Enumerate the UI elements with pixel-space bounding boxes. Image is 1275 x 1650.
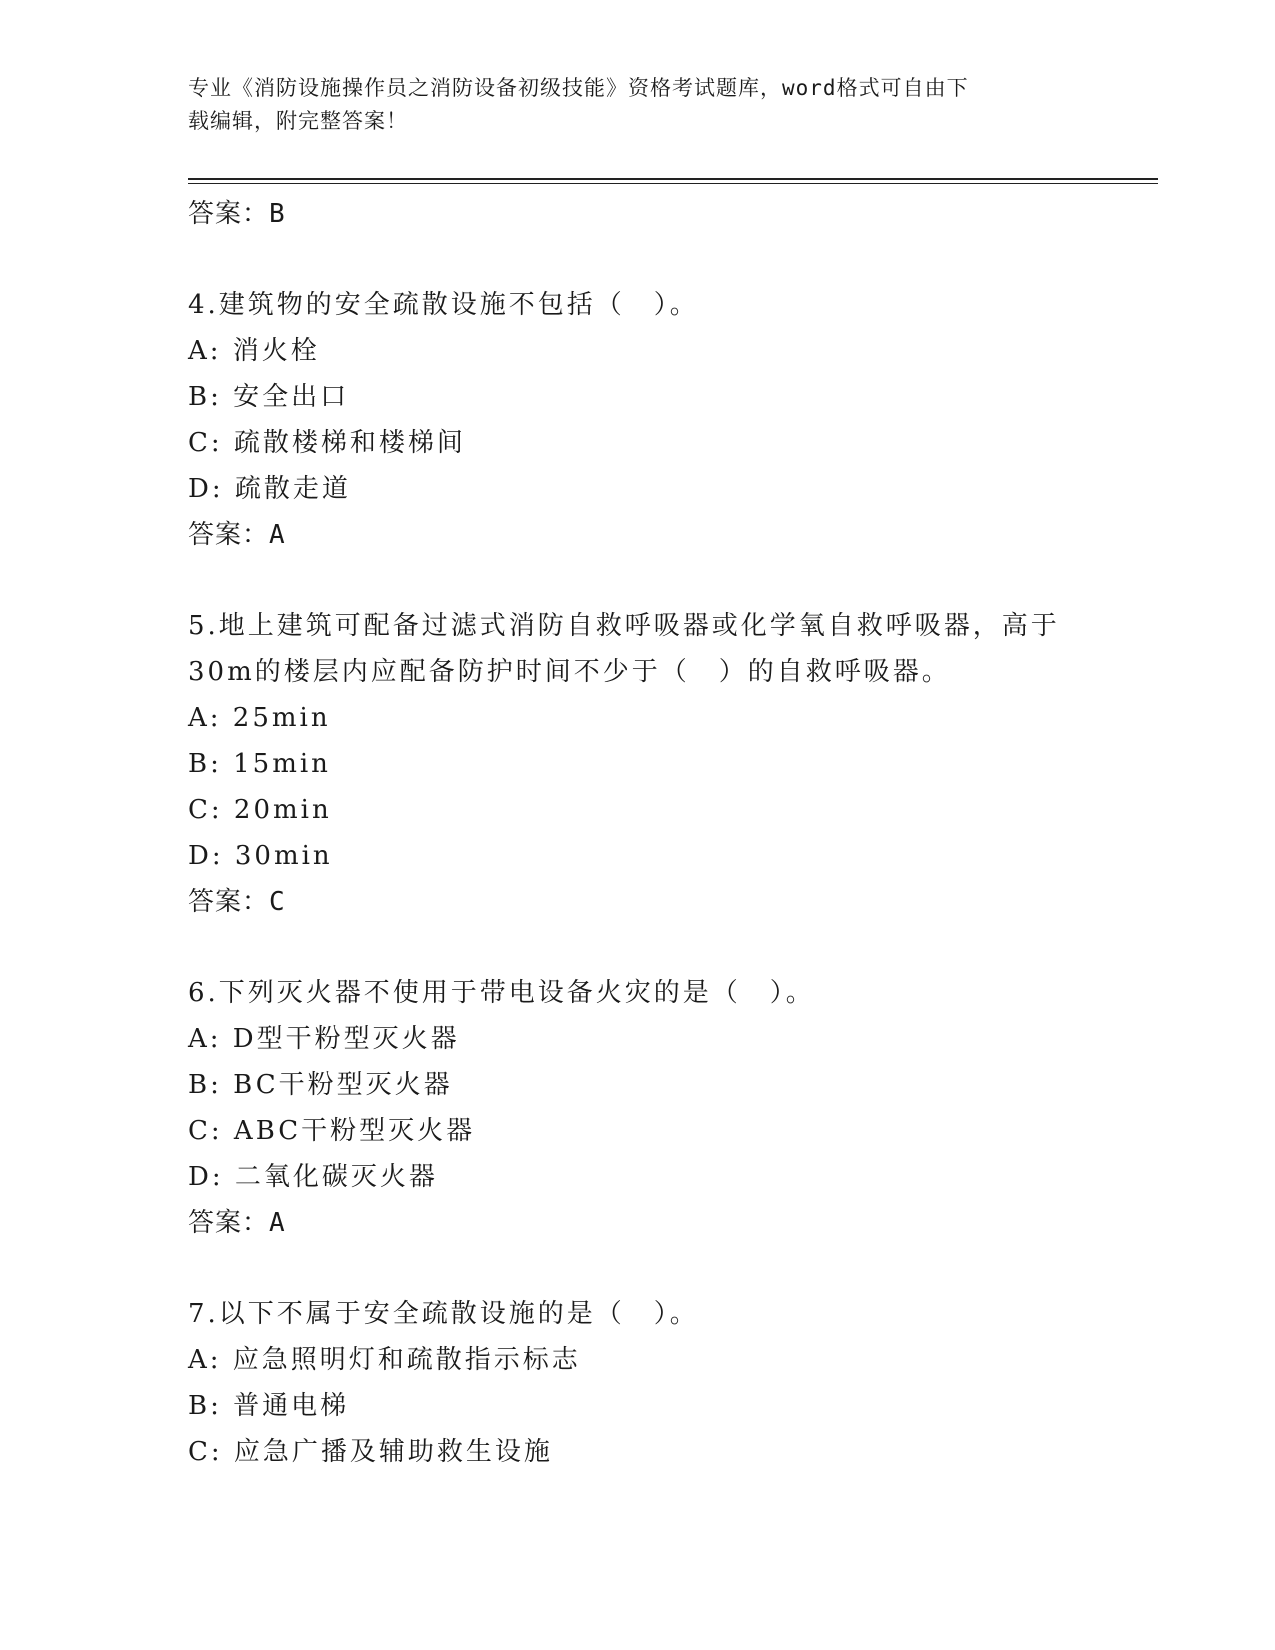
header-rule-thin bbox=[188, 183, 1158, 184]
option-d: D: 二氧化碳灭火器 bbox=[188, 1162, 438, 1192]
question-list bbox=[188, 191, 1088, 1475]
header-line-1: 专业《消防设施操作员之消防设备初级技能》资格考试题库，word格式可自由下 bbox=[188, 76, 969, 100]
option-a: A: D型干粉型灭火器 bbox=[188, 1024, 460, 1054]
question-stem: 7.以下不属于安全疏散设施的是（ ）。 bbox=[188, 1299, 699, 1329]
option-b: B: BC干粉型灭火器 bbox=[188, 1070, 453, 1100]
option-c: C: ABC干粉型灭火器 bbox=[188, 1116, 476, 1146]
option-a: A: 25min bbox=[188, 703, 331, 733]
document-header bbox=[188, 72, 1078, 138]
option-d: D: 疏散走道 bbox=[188, 474, 351, 504]
option-c: C: 20min bbox=[188, 795, 332, 825]
header-line-2: 载编辑，附完整答案！ bbox=[188, 109, 408, 133]
question-stem-line-2: 30m的楼层内应配备防护时间不少于（ ）的自救呼吸器。 bbox=[188, 657, 951, 687]
option-b: B: 15min bbox=[188, 749, 331, 779]
question-stem-line-1: 5.地上建筑可配备过滤式消防自救呼吸器或化学氧自救呼吸器，高于 bbox=[188, 611, 1060, 641]
answer-line: 答案：C bbox=[188, 887, 286, 917]
option-c: C: 疏散楼梯和楼梯间 bbox=[188, 428, 466, 458]
question-7 bbox=[188, 1291, 1088, 1475]
option-b: B: 安全出口 bbox=[188, 382, 350, 412]
option-a: A: 应急照明灯和疏散指示标志 bbox=[188, 1345, 581, 1375]
question-6 bbox=[188, 970, 1088, 1246]
option-d: D: 30min bbox=[188, 841, 333, 871]
option-a: A: 消火栓 bbox=[188, 336, 320, 366]
question-stem: 4.建筑物的安全疏散设施不包括（ ）。 bbox=[188, 290, 699, 320]
question-5 bbox=[188, 603, 1088, 925]
answer-line: 答案：A bbox=[188, 520, 286, 550]
option-b: B: 普通电梯 bbox=[188, 1391, 350, 1421]
question-stem: 6.下列灭火器不使用于带电设备火灾的是（ ）。 bbox=[188, 978, 815, 1008]
header-rule-thick bbox=[188, 178, 1158, 180]
question-4 bbox=[188, 282, 1088, 558]
answer-line: 答案：A bbox=[188, 1208, 286, 1238]
option-c: C: 应急广播及辅助救生设施 bbox=[188, 1437, 553, 1467]
answer-line: 答案：B bbox=[188, 199, 286, 229]
